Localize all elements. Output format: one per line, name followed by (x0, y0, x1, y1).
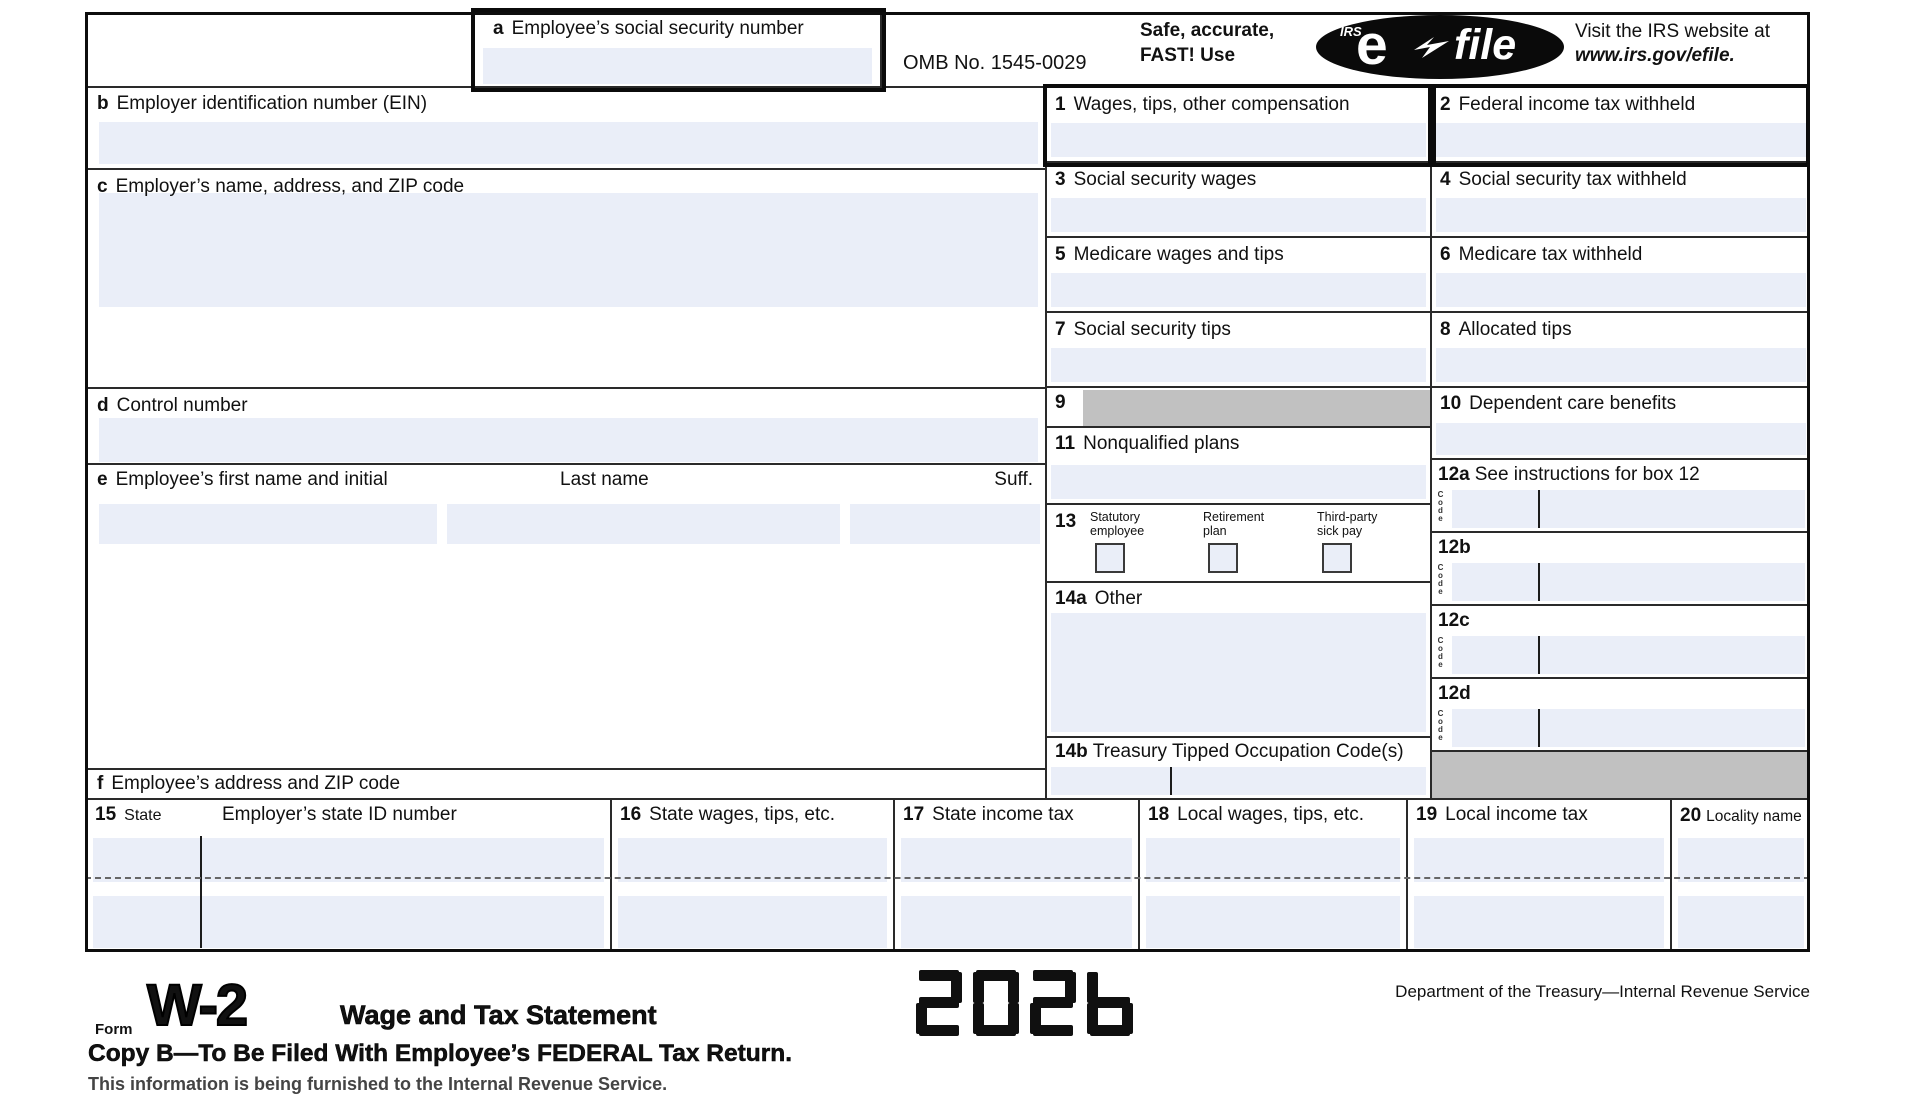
box-d-cell (85, 389, 1047, 465)
box-13-cell (1047, 505, 1432, 583)
box-1-cell (1047, 88, 1432, 163)
box-12b-code: 12b (1438, 537, 1471, 558)
box-11-code: 11 (1055, 433, 1076, 454)
form-word: Form (95, 1021, 133, 1038)
year-segment (1033, 1025, 1073, 1036)
retirement-plan-label: Retirement plan (1203, 510, 1265, 538)
year-segment (1008, 972, 1019, 1003)
box-18-code: 18 (1148, 804, 1170, 825)
box-1-input[interactable] (1051, 123, 1426, 157)
box-12d-input[interactable] (1452, 709, 1805, 747)
efile-tagline-line1: Safe, accurate, (1140, 20, 1275, 41)
box-20-row2-input[interactable] (1678, 896, 1804, 948)
box-20-code: 20 (1680, 805, 1702, 826)
box-12a-cell (1432, 460, 1810, 533)
form-title: Wage and Tax Statement (340, 1000, 657, 1030)
box-15-code: 15 (95, 804, 117, 825)
header-empty-cell (85, 12, 475, 88)
box-12c-divider (1538, 636, 1540, 674)
box-e-label: Employee’s first name and initial (115, 469, 388, 490)
box-8-cell (1432, 313, 1810, 388)
box-17-code: 17 (903, 804, 925, 825)
statutory-employee-label: Statutory employee (1090, 510, 1145, 538)
box-12b-input[interactable] (1452, 563, 1805, 601)
box-12b-code-label: Code (1436, 563, 1445, 595)
box-17-row1-input[interactable] (901, 838, 1132, 882)
box-12c-input[interactable] (1452, 636, 1805, 674)
efile-logo-irs-text: IRS (1340, 24, 1362, 39)
year-digit (916, 970, 962, 1036)
box-18-label: Local wages, tips, etc. (1177, 804, 1365, 825)
box-b-label: Employer identification number (EIN) (116, 93, 428, 114)
box-14a-cell (1047, 583, 1432, 738)
third-party-sick-pay-checkbox[interactable] (1322, 543, 1352, 573)
box-10-label: Dependent care benefits (1469, 393, 1677, 414)
box-20-row1-input[interactable] (1678, 838, 1804, 882)
box-15-state-label: State (124, 807, 162, 824)
box-12c-code: 12c (1438, 610, 1470, 631)
efile-logo-e-text: e (1356, 13, 1388, 77)
box-14b-divider (1170, 767, 1172, 795)
box-2-label: Federal income tax withheld (1458, 94, 1696, 115)
box-c-code: c (97, 176, 108, 197)
box-18-row1-input[interactable] (1146, 838, 1400, 882)
box-12c-cell (1432, 606, 1810, 679)
box-6-label: Medicare tax withheld (1458, 244, 1643, 265)
statutory-employee-checkbox[interactable] (1095, 543, 1125, 573)
last-name-label: Last name (560, 469, 649, 490)
box-12a-label: See instructions for box 12 (1474, 464, 1700, 485)
box-6-code: 6 (1440, 244, 1451, 265)
box-14a-input[interactable] (1051, 613, 1426, 732)
box-17-cell (895, 800, 1140, 952)
box-d-code: d (97, 395, 109, 416)
box-8-label: Allocated tips (1458, 319, 1572, 340)
box-14b-code: 14b (1055, 741, 1088, 762)
box-19-cell (1408, 800, 1672, 952)
box-18-cell (1140, 800, 1408, 952)
box-5-code: 5 (1055, 244, 1066, 265)
box-a-input[interactable] (483, 48, 872, 84)
box-d-input[interactable] (99, 418, 1038, 462)
box-7-code: 7 (1055, 319, 1066, 340)
box-d-label: Control number (116, 395, 248, 416)
box-10-input[interactable] (1436, 423, 1806, 455)
tax-year (916, 970, 1144, 1036)
box-5-label: Medicare wages and tips (1073, 244, 1284, 265)
box-17-row2-input[interactable] (901, 896, 1132, 948)
box-3-input[interactable] (1051, 198, 1426, 232)
box-15-label: Employer’s state ID number (222, 804, 457, 825)
box-9-shaded-area (1083, 390, 1430, 426)
box-c-label: Employer’s name, address, and ZIP code (115, 176, 465, 197)
box-20-cell (1672, 800, 1810, 952)
form-number: W-2 (147, 973, 247, 1038)
box-b-cell (85, 88, 1047, 170)
box-f-code: f (97, 773, 104, 794)
suffix-label: Suff. (994, 469, 1033, 490)
copy-b-notice: Copy B—To Be Filed With Employee’s FEDERAL Tax Return. (88, 1040, 793, 1067)
box-c-cell (85, 170, 1047, 389)
box-4-label: Social security tax withheld (1458, 169, 1687, 190)
irs-efile-url: www.irs.gov/efile. (1575, 45, 1735, 66)
first-name-input[interactable] (99, 504, 437, 544)
box-8-input[interactable] (1436, 348, 1806, 382)
state-rows-dashed-separator (85, 877, 1810, 879)
box-14a-code: 14a (1055, 588, 1087, 609)
box-17-label: State income tax (932, 804, 1074, 825)
box-12b-divider (1538, 563, 1540, 601)
efile-logo-file-text: file (1454, 21, 1517, 69)
state-column-divider-row1 (200, 836, 202, 890)
box-1-code: 1 (1055, 94, 1066, 115)
box-11-cell (1047, 428, 1432, 505)
box-16-cell (612, 800, 895, 952)
box-3-code: 3 (1055, 169, 1066, 190)
box-7-label: Social security tips (1073, 319, 1231, 340)
shaded-area-below-12d (1432, 752, 1810, 800)
box-f-label: Employee’s address and ZIP code (111, 773, 401, 794)
box-9-code: 9 (1055, 392, 1066, 413)
box-a-code: a (493, 18, 504, 39)
year-segment (919, 1025, 959, 1036)
year-digit (1030, 970, 1076, 1036)
state-row1-input[interactable] (93, 838, 604, 882)
box-7-cell (1047, 313, 1432, 388)
lightning-bolt-icon (1412, 37, 1450, 59)
box-7-input[interactable] (1051, 348, 1426, 382)
box-12d-divider (1538, 709, 1540, 747)
last-name-input[interactable] (447, 504, 840, 544)
box-4-code: 4 (1440, 169, 1451, 190)
box-e-code: e (97, 469, 108, 490)
box-c-input[interactable] (99, 193, 1038, 307)
visit-irs-website (1575, 20, 1770, 68)
box-19-row1-input[interactable] (1414, 838, 1664, 882)
efile-tagline-line2: FAST! Use (1140, 45, 1236, 66)
omb-number: OMB No. 1545-0029 (903, 52, 1087, 74)
box-9-cell (1047, 388, 1432, 428)
box-12b-cell (1432, 533, 1810, 606)
box-3-cell (1047, 163, 1432, 238)
box-12a-divider (1538, 490, 1540, 528)
clipped-bottom-line: This information is being furnished to the Internal Revenue Service. (88, 1074, 668, 1094)
box-16-row2-input[interactable] (618, 896, 887, 948)
box-19-label: Local income tax (1445, 804, 1588, 825)
box-b-input[interactable] (99, 122, 1038, 164)
box-12d-cell (1432, 679, 1810, 752)
visit-line1: Visit the IRS website at (1575, 21, 1771, 42)
suffix-input[interactable] (850, 504, 1040, 544)
box-11-label: Nonqualified plans (1083, 433, 1240, 454)
box-5-cell (1047, 238, 1432, 313)
box-14b-cell (1047, 738, 1432, 800)
state-row2-input[interactable] (93, 896, 604, 948)
retirement-plan-checkbox[interactable] (1208, 543, 1238, 573)
box-18-row2-input[interactable] (1146, 896, 1400, 948)
box-12c-code-label: Code (1436, 636, 1445, 668)
box-2-cell (1432, 88, 1810, 163)
box-14b-input[interactable] (1051, 767, 1426, 795)
box-12d-code: 12d (1438, 683, 1471, 704)
box-11-input[interactable] (1051, 465, 1426, 499)
box-4-cell (1432, 163, 1810, 238)
box-19-row2-input[interactable] (1414, 896, 1664, 948)
box-3-label: Social security wages (1073, 169, 1257, 190)
box-2-code: 2 (1440, 94, 1451, 115)
box-16-code: 16 (620, 804, 642, 825)
box-12d-code-label: Code (1436, 709, 1445, 741)
w2-form-grid (85, 12, 1810, 952)
box-10-code: 10 (1440, 393, 1462, 414)
box-e-cell (85, 465, 1047, 770)
box-14a-label: Other (1094, 588, 1143, 609)
box-6-cell (1432, 238, 1810, 313)
year-digit (1087, 970, 1133, 1036)
efile-tagline (1140, 18, 1274, 68)
box-12a-code-label: Code (1436, 490, 1445, 522)
state-column-divider-row2 (200, 890, 202, 948)
box-10-cell (1432, 388, 1810, 460)
box-8-code: 8 (1440, 319, 1451, 340)
box-16-row1-input[interactable] (618, 838, 887, 882)
box-20-label: Locality name (1706, 808, 1802, 825)
box-12a-code: 12a (1438, 464, 1470, 485)
box-b-code: b (97, 93, 109, 114)
box-5-input[interactable] (1051, 273, 1426, 307)
box-2-input[interactable] (1436, 123, 1806, 157)
box-a-cell (475, 12, 882, 88)
year-segment (1090, 1025, 1130, 1036)
box-1-label: Wages, tips, other compensation (1073, 94, 1350, 115)
department-line: Department of the Treasury—Internal Revenue Service (1395, 982, 1810, 1001)
year-segment (973, 972, 984, 1003)
box-16-label: State wages, tips, etc. (649, 804, 836, 825)
year-digit (973, 970, 1019, 1036)
box-4-input[interactable] (1436, 198, 1806, 232)
box-19-code: 19 (1416, 804, 1438, 825)
box-a-label: Employee’s social security number (511, 18, 804, 39)
third-party-sick-pay-label: Third-party sick pay (1317, 510, 1378, 538)
year-segment (973, 1003, 984, 1034)
box-15-cell (85, 800, 612, 952)
box-13-code: 13 (1055, 511, 1077, 532)
box-f-cell (85, 770, 1047, 800)
irs-efile-logo (1316, 15, 1564, 79)
box-6-input[interactable] (1436, 273, 1806, 307)
box-12a-input[interactable] (1452, 490, 1805, 528)
box-14b-label: Treasury Tipped Occupation Code(s) (1092, 741, 1404, 762)
